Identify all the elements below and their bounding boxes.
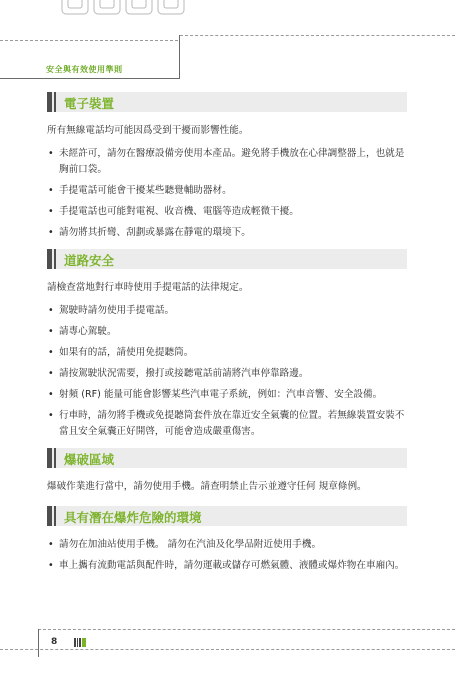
section-heading-electronic-devices (47, 92, 407, 112)
section-intro: 所有無線電話均可能因爲受到干擾而影響性能。 (47, 125, 249, 136)
header-rule (0, 78, 180, 79)
page-content (47, 92, 407, 579)
footer-divider (38, 629, 39, 657)
list-item: • 駕駛時請勿使用手提電話。 (47, 303, 407, 319)
section-intro: 請檢查當地對行車時使用手提電話的法律規定。 (47, 282, 249, 293)
page-number: 8 (51, 637, 58, 647)
list-item: • 請按駕駛狀況需要，撥打或接聽電話前請將汽車停靠路邊。 (47, 366, 407, 382)
list-item: • 請勿將其折彎、刮劃或暴露在靜電的環境下。 (47, 225, 407, 241)
section-heading-explosive-atmosphere (47, 506, 407, 526)
phone-outline-graphic (60, 0, 200, 30)
section-heading-label: 具有潛在爆炸危險的環境 (64, 510, 202, 525)
section-heading-label: 電子裝置 (64, 96, 115, 111)
bullet-list (47, 537, 407, 574)
header-dashed-rule (0, 40, 178, 41)
section-heading-blasting-area (47, 448, 407, 468)
section-intro: 爆破作業進行當中，請勿使用手機。請查明禁止告示並遵守任何 規章條例。 (47, 481, 367, 492)
list-item: • 請專心駕駛。 (47, 324, 407, 340)
list-item: • 未經許可，請勿在醫療設備旁使用本產品。避免將手機放在心律調整器上，也就是胸前口袋。 (47, 146, 407, 178)
section-heading-label: 道路安全 (64, 253, 115, 268)
header-dashed-rule-right (180, 35, 455, 36)
list-item: • 手提電話可能會干擾某些聽覺輔助器材。 (47, 183, 407, 199)
footer-dashed-rule-bottom (0, 649, 455, 650)
section-heading-label: 爆破區域 (64, 452, 115, 467)
section-heading-road-safety (47, 249, 407, 269)
list-item: • 請勿在加油站使用手機。 請勿在汽油及化學品附近使用手機。 (47, 537, 407, 553)
list-item: • 行車時，請勿將手機或免提聽筒套件放在靠近安全氣囊的位置。若無線裝置安裝不當且安全氣囊正好開啓，可能會造成嚴重傷害。 (47, 408, 407, 440)
list-item: • 如果有的話，請使用免提聽筒。 (47, 345, 407, 361)
list-item: • 車上攜有流動電話與配件時，請勿運載或儲存可燃氣體、液體或爆炸物在車廂內。 (47, 558, 407, 574)
footer-barcode-marks (74, 638, 87, 647)
bullet-list (47, 146, 407, 241)
footer-dashed-rule (38, 629, 455, 630)
list-item: • 射頻 (RF) 能量可能會影響某些汽車電子系統，例如：汽車音響、安全設備。 (47, 387, 407, 403)
bullet-list (47, 303, 407, 440)
list-item: • 手提電話也可能對電視、收音機、電腦等造成輕微干擾。 (47, 204, 407, 220)
running-header-title: 安全與有效使用準則 (46, 65, 123, 74)
header-divider (179, 35, 180, 79)
